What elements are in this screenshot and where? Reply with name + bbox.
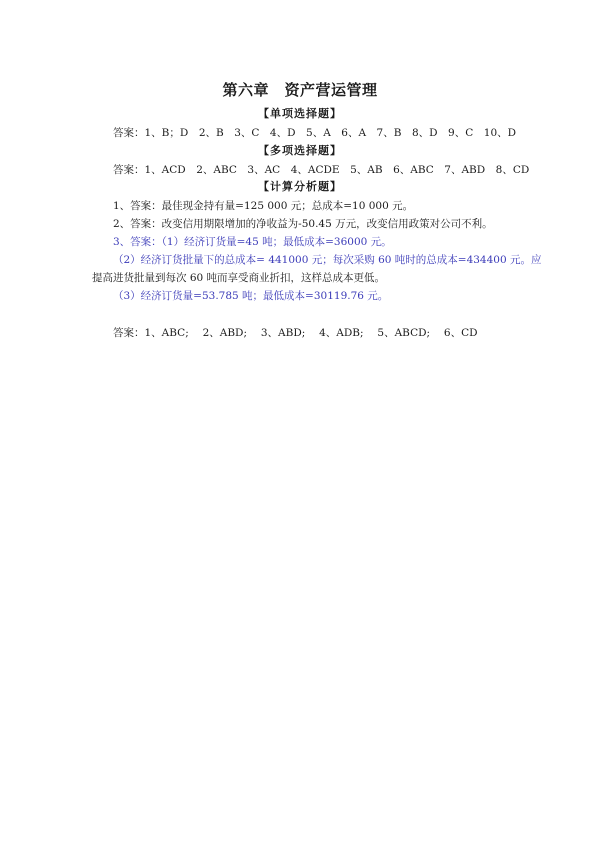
chapter-title: 第六章 资产营运管理 <box>222 81 378 99</box>
calculation-answer-1: 1、答案：最佳现金持有量=125 000 元；总成本=10 000 元。 <box>113 200 414 212</box>
multiple-choice-answers: 答案：1、ACD 2、ABC 3、AC 4、ACDE 5、AB 6、ABC 7、ABD 8、CD <box>113 164 530 176</box>
calculation-answer-3-part-2-continued: 提高进货批量到每次 60 吨而享受商业折扣，这样总成本更低。 <box>92 272 386 284</box>
calculation-answer-3-part-1: 3、答案：（1）经济订货量=45 吨；最低成本=36000 元。 <box>113 236 392 248</box>
single-choice-answers: 答案：1、B；D 2、B 3、C 4、D 5、A 6、A 7、B 8、D 9、C 10、D <box>113 127 517 139</box>
calculation-answer-3-part-3: （3）经济订货量=53.785 吨；最低成本=30119.76 元。 <box>113 290 389 302</box>
calculation-answer-3-part-2: （2）经济订货批量下的总成本= 441000 元；每次采购 60 吨时的总成本=434400 元。应 <box>113 254 542 266</box>
extra-answers: 答案：1、ABC; 2、ABD; 3、ABD; 4、ADB; 5、ABCD; 6、CD <box>113 327 478 339</box>
multiple-choice-heading: 【多项选择题】 <box>258 144 342 157</box>
calculation-heading: 【计算分析题】 <box>258 180 342 193</box>
single-choice-heading: 【单项选择题】 <box>258 107 342 120</box>
calculation-answer-2: 2、答案：改变信用期限增加的净收益为-50.45 万元，改变信用政策对公司不利。 <box>113 218 493 230</box>
